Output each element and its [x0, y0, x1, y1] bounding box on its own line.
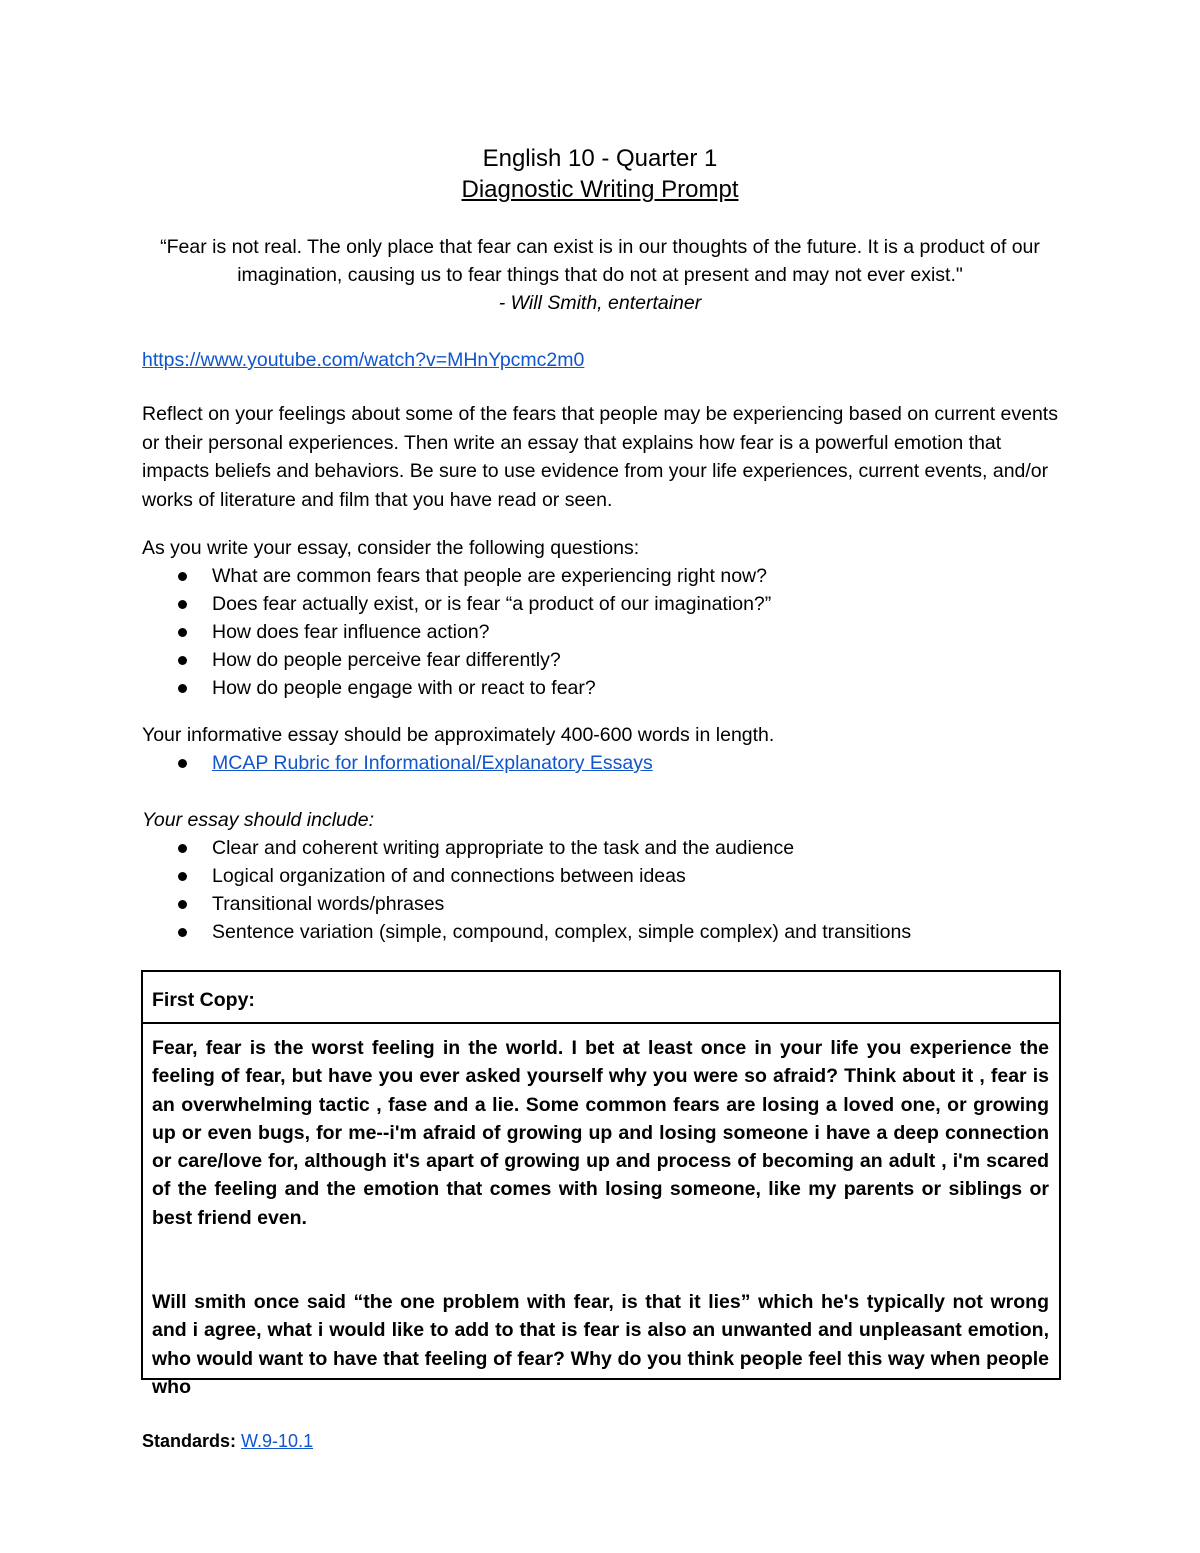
essay-text[interactable] [152, 1034, 1049, 1401]
questions-list [142, 562, 771, 702]
list-item: Clear and coherent writing appropriate to the task and the audience [142, 834, 911, 862]
rubric-link[interactable]: MCAP Rubric for Informational/Explanatory Essays [212, 752, 653, 774]
include-intro: Your essay should include: [142, 809, 374, 831]
page-title: English 10 - Quarter 1 [482, 145, 718, 172]
list-item: How do people engage with or react to fear? [142, 674, 771, 702]
bullet-icon [178, 900, 187, 909]
youtube-video-link[interactable]: https://www.youtube.com/watch?v=MHnYpcmc2m0 [142, 349, 585, 371]
bullet-icon [178, 684, 187, 693]
quote-block [140, 233, 1060, 317]
list-item: Logical organization of and connections between ideas [142, 862, 911, 890]
bullet-icon [178, 572, 187, 581]
first-copy-table [141, 970, 1061, 1398]
length-requirement: Your informative essay should be approximately 400-600 words in length. [142, 724, 775, 746]
essay-paragraph: Will smith once said “the one problem with fear, is that it lies” which he's typically not wrong and i agree, what i would like to add to that is fear is also an unwanted and unpleasant emotion, who would want to have that feeling of fear? Why do you think people feel this way when people who [152, 1291, 1049, 1398]
bullet-icon [178, 600, 187, 609]
list-item: Sentence variation (simple, compound, complex, simple complex) and transitions [142, 918, 911, 946]
essay-paragraph: Fear, fear is the worst feeling in the world. I bet at least once in your life you experience the feeling of fear, but have you ever asked yourself why you were so afraid? Think about it , fear is an overwhelming tactic , fase and a lie. Some common fears are losing a loved one, or growing up or even bugs, for me--i'm afraid of growing up and losing someone i have a deep connection or care/love for, although it's apart of growing up and process of becoming an adult , i'm scared of the feeling and the emotion that comes with losing someone, like my parents or siblings or best friend even. [152, 1037, 1049, 1229]
standards-label: Standards: [142, 1431, 237, 1451]
questions-intro: As you write your essay, consider the following questions: [142, 537, 640, 559]
bullet-icon [178, 844, 187, 853]
rubric-list [142, 749, 653, 777]
include-list [142, 834, 911, 946]
first-copy-label: First Copy: [152, 989, 255, 1011]
list-item: Transitional words/phrases [142, 890, 911, 918]
list-item: What are common fears that people are experiencing right now? [142, 562, 771, 590]
standards-link[interactable]: W.9-10.1 [241, 1431, 314, 1451]
first-copy-header [143, 972, 1059, 1024]
page-subtitle: Diagnostic Writing Prompt [461, 176, 739, 203]
bullet-icon [178, 928, 187, 937]
list-item: How do people perceive fear differently? [142, 646, 771, 674]
standards-line [142, 1428, 313, 1454]
quote-attribution: - Will Smith, entertainer [498, 292, 702, 314]
quote-text: “Fear is not real. The only place that fear can exist is in our thoughts of the future. It is a product of our imagination, causing us to fear things that do not at present and may not ever exist." [160, 236, 1040, 286]
list-item: Does fear actually exist, or is fear “a product of our imagination?” [142, 590, 771, 618]
bullet-icon [178, 656, 187, 665]
bullet-icon [178, 872, 187, 881]
list-item [142, 749, 653, 777]
bullet-icon [178, 759, 187, 768]
prompt-paragraph: Reflect on your feelings about some of the fears that people may be experiencing based on current events or their personal experiences. Then write an essay that explains how fear is a powerful emotion that impacts beliefs and behaviors. Be sure to use evidence from your life experiences, current events, and/or works of literature and film that you have read or seen. [142, 403, 1058, 511]
bullet-icon [178, 628, 187, 637]
list-item: How does fear influence action? [142, 618, 771, 646]
